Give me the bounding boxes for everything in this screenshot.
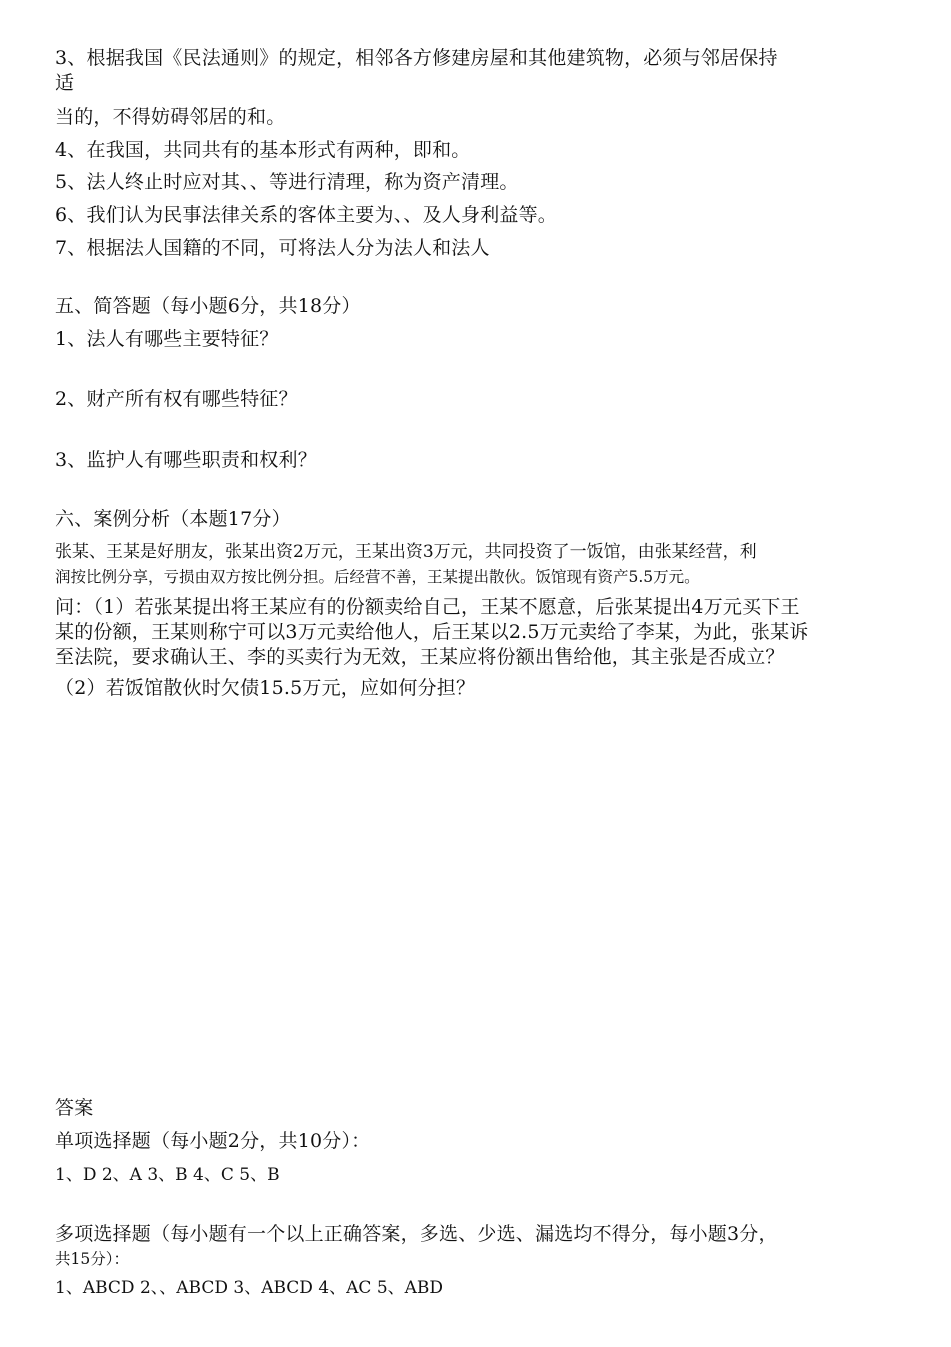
case-paragraph-line-1: 张某、王某是好朋友，张某出资2万元，王某出资3万元，共同投资了一饭馆，由张某经营，利 bbox=[55, 542, 757, 562]
fill-in-question-4: 4、在我国，共同共有的基本形式有两种，即和。 bbox=[55, 139, 471, 161]
case-paragraph-line-2: 润按比例分享，亏损由双方按比例分担。后经营不善，王某提出散伙。饭馆现有资产5.5万元。 bbox=[55, 568, 700, 586]
fill-in-question-5: 5、法人终止时应对其、、等进行清理，称为资产清理。 bbox=[55, 171, 519, 193]
case-question-1-line-1: 问：（1）若张某提出将王某应有的份额卖给自己，王某不愿意，后张某提出4万元买下王 bbox=[55, 596, 800, 618]
fill-in-question-3-wrap: 适 bbox=[55, 72, 75, 94]
answers-heading: 答案 bbox=[55, 1097, 94, 1119]
fill-in-question-3-continued: 当的，不得妨碍邻居的和。 bbox=[55, 106, 286, 128]
fill-in-question-7: 7、根据法人国籍的不同，可将法人分为法人和法人 bbox=[55, 237, 490, 259]
short-answer-question-3: 3、监护人有哪些职责和权利？ bbox=[55, 449, 317, 471]
multi-choice-answers: 1、ABCD 2、、ABCD 3、ABCD 4、AC 5、ABD bbox=[55, 1278, 444, 1298]
fill-in-question-6: 6、我们认为民事法律关系的客体主要为、、及人身利益等。 bbox=[55, 204, 557, 226]
case-question-1-line-3: 至法院，要求确认王、李的买卖行为无效，王某应将份额出售给他，其主张是否成立？ bbox=[55, 646, 785, 668]
case-question-2: （2）若饭馆散伙时欠债15.5万元，应如何分担？ bbox=[55, 677, 476, 699]
short-answer-question-2: 2、财产所有权有哪些特征？ bbox=[55, 388, 298, 410]
fill-in-question-3: 3、根据我国《民法通则》的规定，相邻各方修建房屋和其他建筑物，必须与邻居保持 bbox=[55, 47, 778, 69]
case-analysis-heading: 六、案例分析（本题17分） bbox=[55, 508, 291, 530]
multi-choice-heading-continued: 共15分）： bbox=[55, 1250, 129, 1268]
case-question-1-line-2: 某的份额，王某则称宁可以3万元卖给他人，后王某以2.5万元卖给了李某，为此，张某诉 bbox=[55, 621, 809, 643]
short-answer-heading: 五、简答题（每小题6分，共18分） bbox=[55, 295, 361, 317]
single-choice-answers: 1、D 2、A 3、B 4、C 5、B bbox=[55, 1165, 280, 1185]
short-answer-question-1: 1、法人有哪些主要特征？ bbox=[55, 328, 279, 350]
multi-choice-heading: 多项选择题（每小题有一个以上正确答案，多选、少选、漏选均不得分，每小题3分， bbox=[55, 1223, 778, 1245]
single-choice-heading: 单项选择题（每小题2分，共10分）： bbox=[55, 1130, 371, 1152]
